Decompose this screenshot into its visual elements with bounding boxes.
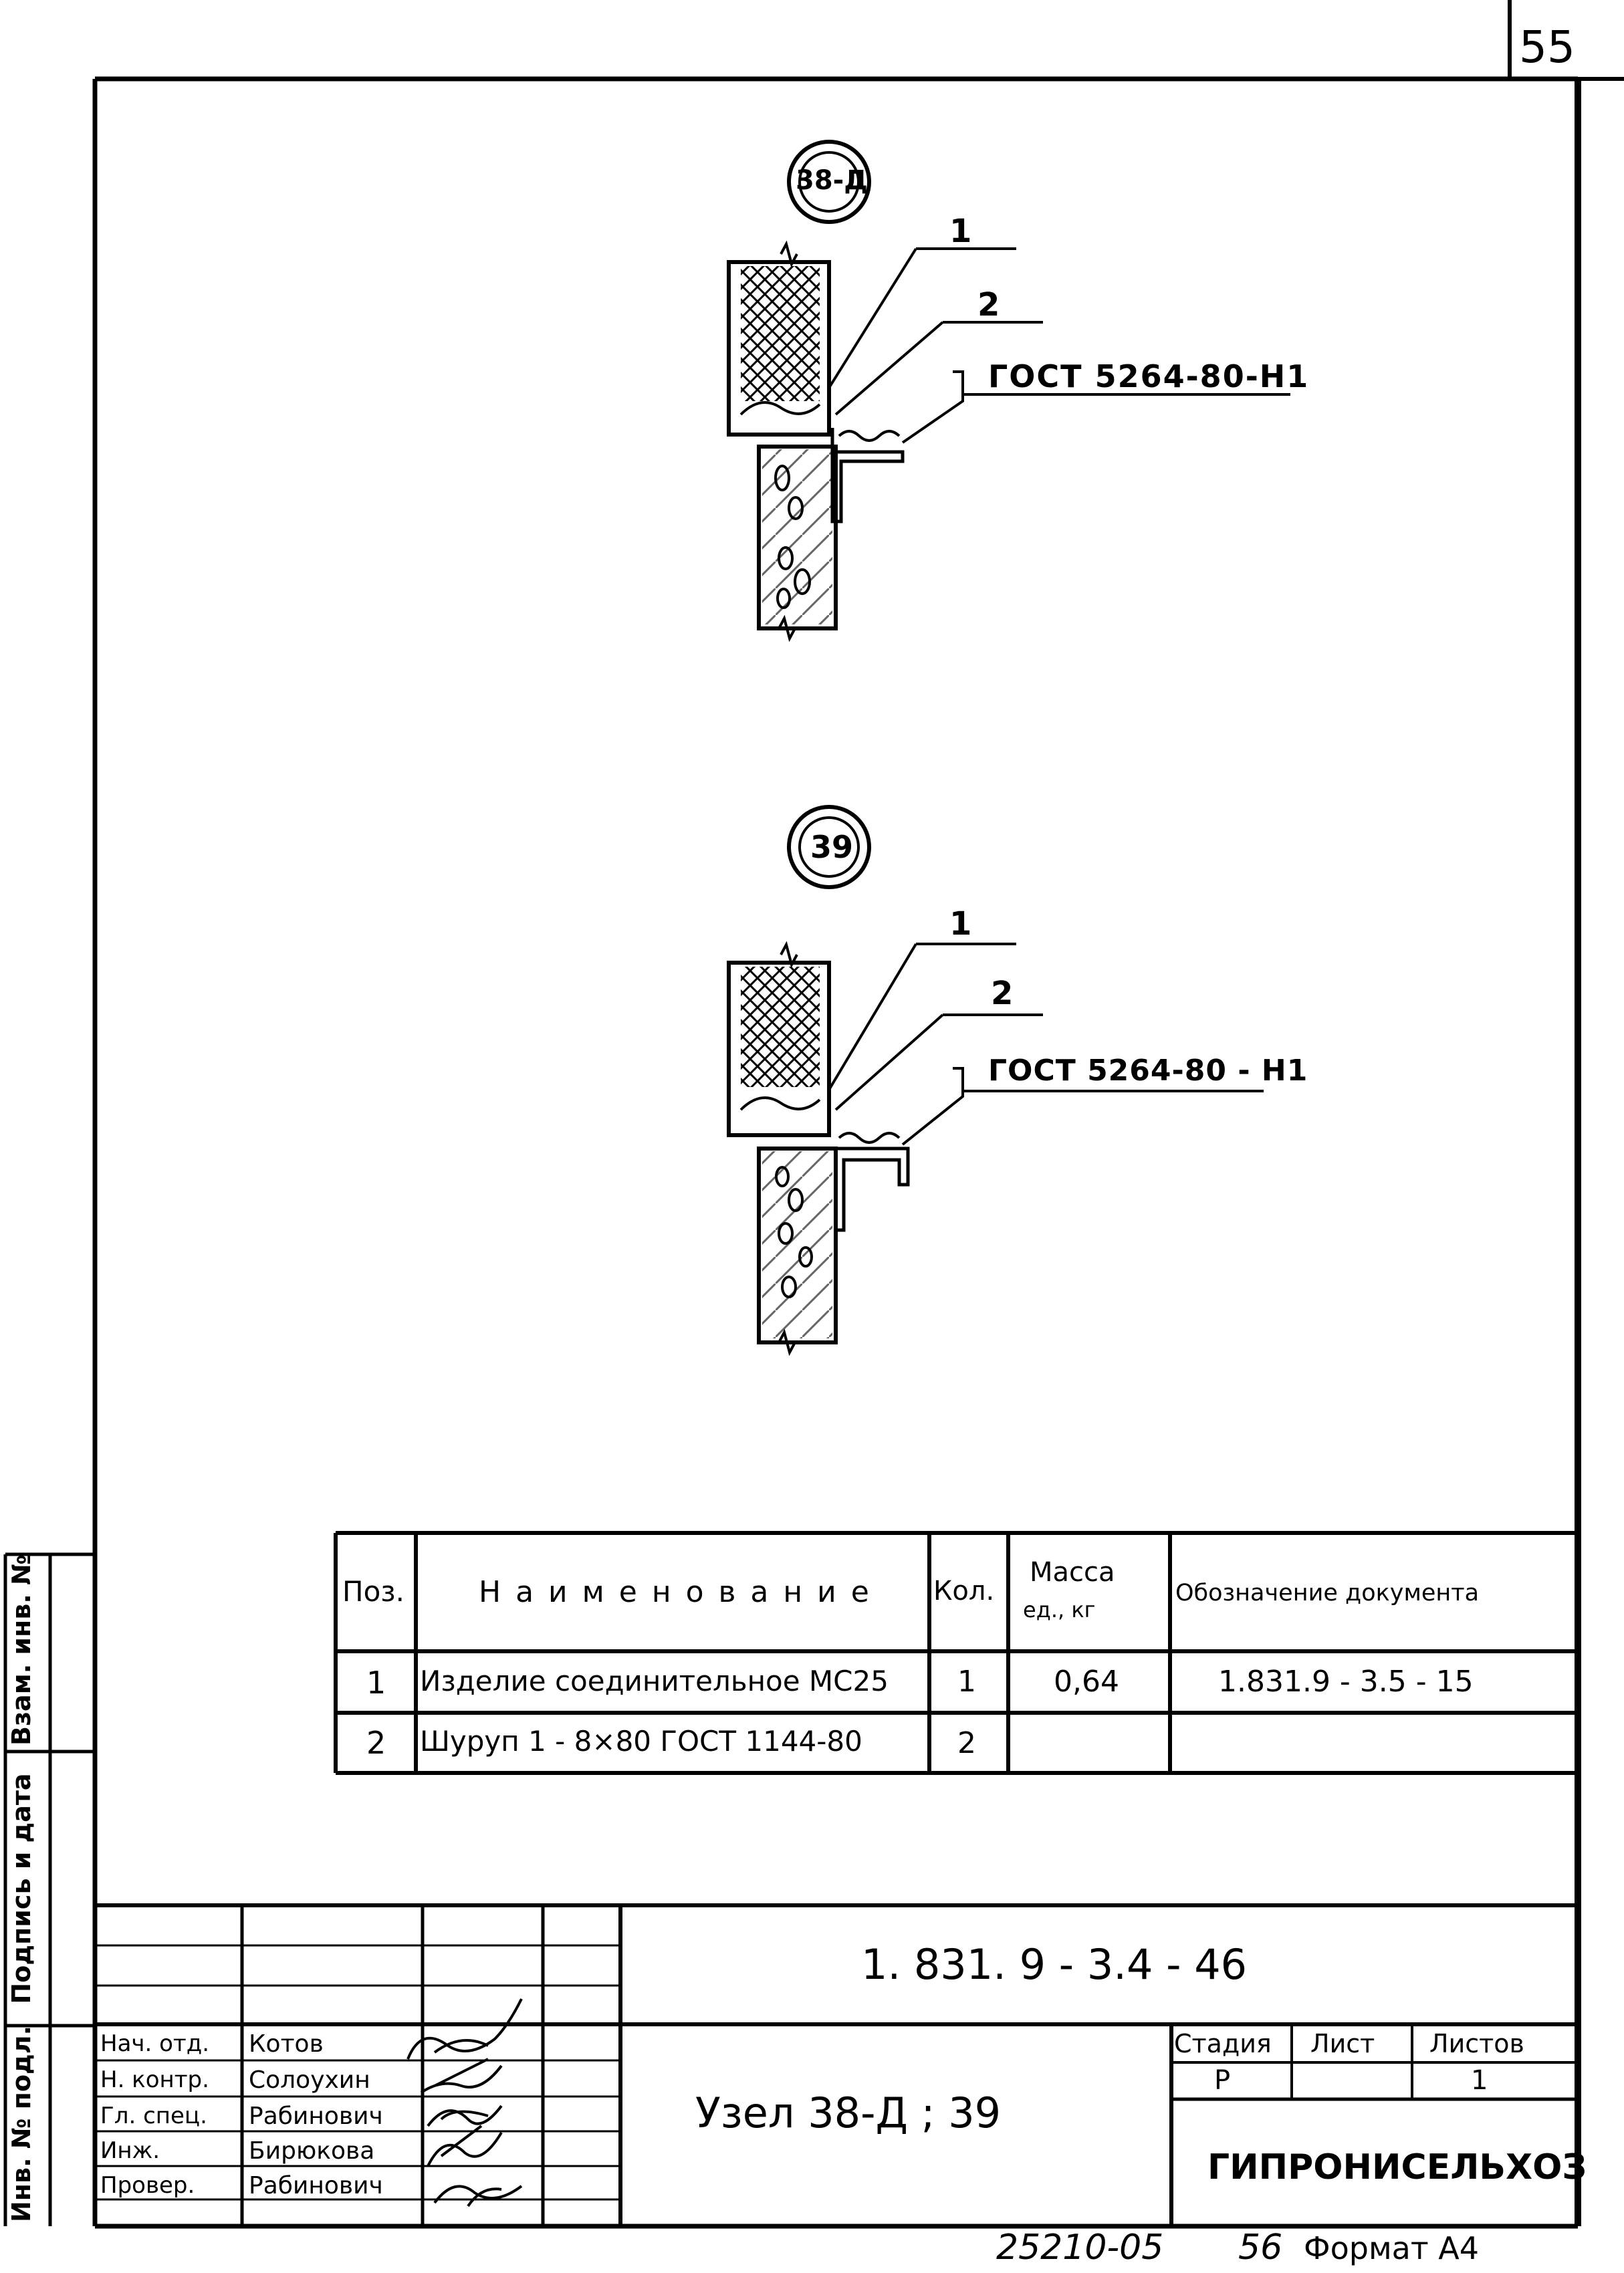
detail-39-callout-1: 1 [949,905,972,943]
detail-39-standard-label: ГОСТ 5264-80 - Н1 [988,1054,1308,1088]
spec-header-qty: Кол. [933,1576,995,1606]
spec-header-pos: Поз. [342,1575,404,1608]
detail-38d-id: 38-Д [796,165,868,196]
sheets-value: 1 [1471,2065,1488,2096]
signatory-role: Инж. [100,2137,160,2164]
signatory-role: Н. контр. [100,2066,209,2093]
detail-38d-standard-label: ГОСТ 5264-80-Н1 [988,358,1310,394]
signatory-role: Нач. отд. [100,2030,210,2057]
detail-39-callout-2: 2 [991,975,1014,1012]
spec-cell-qty: 2 [957,1726,976,1760]
stage-label: Стадия [1174,2029,1272,2058]
spec-header-mass-line2: ед., кг [1023,1597,1096,1623]
signatory-name: Рабинович [249,2103,383,2130]
signatory-name: Бирюкова [249,2137,375,2165]
signatory-name: Котов [249,2030,324,2058]
signature-scribbles [408,1999,521,2206]
organization-name: ГИПРОНИСЕЛЬХОЗ [1207,2147,1587,2187]
copy-number: 56 [1238,2228,1283,2268]
side-stamp-inv-orig: Инв. № подл. [7,2025,36,2223]
spec-cell-mass: 0,64 [1054,1665,1119,1699]
spec-cell-qty: 1 [957,1665,976,1699]
document-code: 1. 831. 9 - 3.4 - 46 [861,1940,1248,1989]
spec-header-mass-line1: Масса [1030,1557,1115,1588]
format-label: Формат А4 [1304,2230,1479,2266]
spec-header-name: Н а и м е н о в а н и е [479,1575,872,1609]
spec-cell-doc: 1.831.9 - 3.5 - 15 [1218,1665,1474,1699]
sheets-label: Листов [1429,2029,1524,2058]
page-frame [95,0,1624,2226]
handwritten-archive-number: 25210-05 [996,2228,1164,2268]
spec-cell-name: Изделие соединительное МС25 [420,1665,889,1697]
detail-39-id: 39 [810,829,854,865]
signatory-role: Гл. спец. [100,2103,207,2129]
spec-cell-pos: 2 [366,1725,386,1761]
detail-38d-callout-2: 2 [977,286,1000,324]
drawing-title: Узел 38-Д ; 39 [695,2088,1002,2137]
stage-value: Р [1214,2065,1231,2096]
spec-cell-name: Шуруп 1 - 8×80 ГОСТ 1144-80 [420,1725,862,1758]
side-stamp-sign-date: Подпись и дата [7,1773,36,2004]
side-stamp-inv-new: Взам. инв. № [7,1554,36,1746]
spec-cell-pos: 1 [366,1665,386,1701]
signatory-name: Рабинович [249,2172,383,2199]
page-number: 55 [1519,21,1575,73]
signatory-role: Провер. [100,2172,195,2199]
detail-38d-callout-1: 1 [949,213,972,250]
sheet-label: Лист [1310,2029,1375,2058]
signatory-name: Солоухин [249,2066,370,2094]
spec-header-doc: Обозначение документа [1175,1580,1480,1606]
